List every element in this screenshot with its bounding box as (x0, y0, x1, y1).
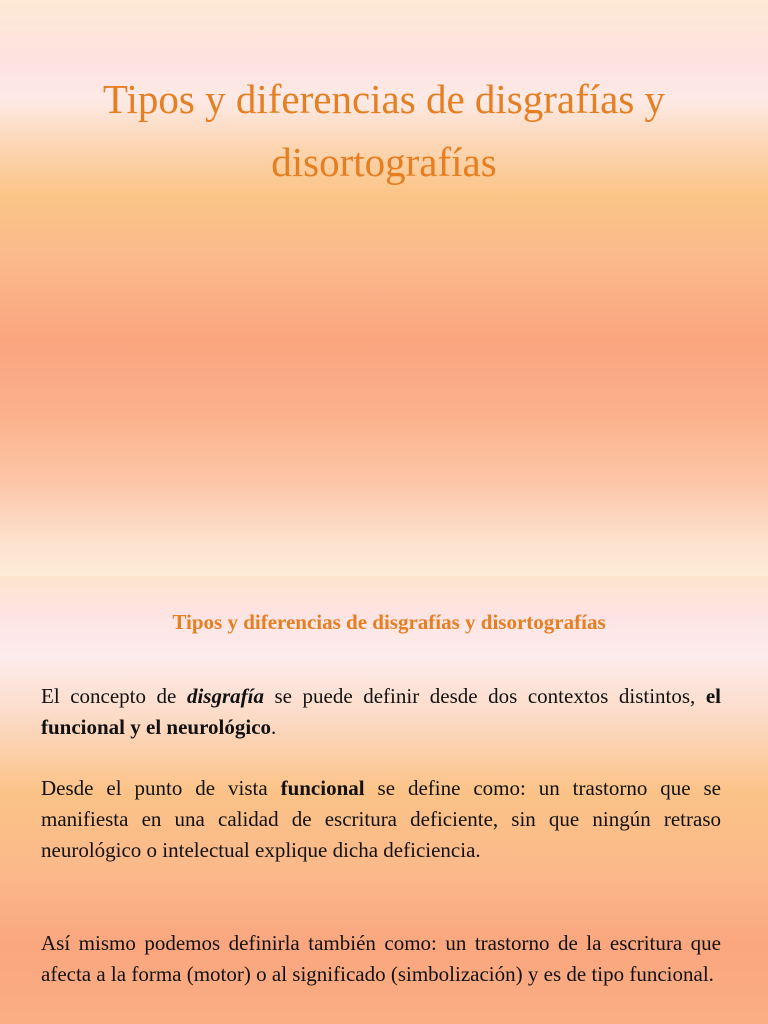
p1-bold-contexts: el funcional y el neurológico (41, 684, 722, 739)
slide-2-heading: Tipos y diferencias de disgrafías y disortografías (172, 610, 606, 634)
p2-text-2: se define como: un trastorno que se manifiesta en una calidad de escritura deficiente, sin que ningún retraso neurológico o intelectual explique dicha deficiencia. (41, 776, 721, 862)
p1-text-1: El concepto de (41, 684, 187, 708)
title-line-1: Tipos y diferencias de disgrafías y (102, 76, 666, 122)
p1-text-3: . (271, 715, 277, 739)
p2-bold-funcional: funcional (280, 776, 365, 800)
slide-2 (0, 576, 768, 1024)
title-line-2: disortografías (271, 139, 497, 185)
slide-1-title (40, 68, 728, 194)
p1-term-disgrafia: disgrafía (186, 684, 264, 708)
p2-text-1: Desde el punto de vista (41, 776, 281, 800)
paragraph-funcional-definition (41, 773, 721, 866)
paragraph-alternative-definition: Así mismo podemos definirla también como: un trastorno de la escritura que afecta a la forma (motor) o al significado (simbolización) y es de tipo funcional. (41, 931, 721, 986)
p1-text-2: se puede definir desde dos contextos distintos, (263, 684, 706, 708)
paragraph-disgrafia-concept (41, 681, 721, 743)
